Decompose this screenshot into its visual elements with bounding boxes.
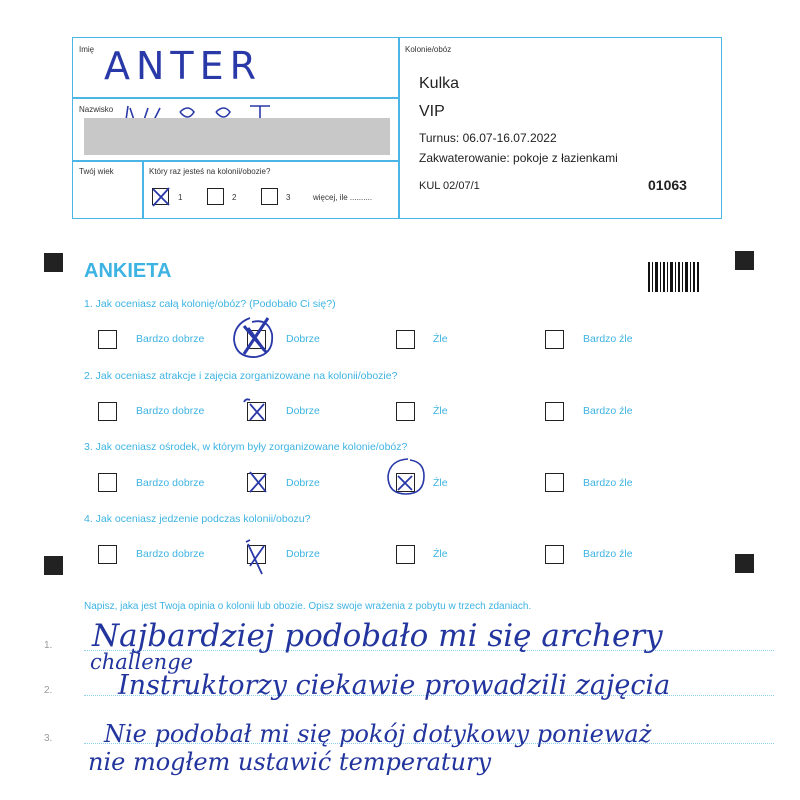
header-divider-3 (142, 160, 144, 219)
line-number-3: 3. (44, 733, 53, 744)
answer-3-text-continued[interactable]: nie mogłem ustawić temperatury (88, 748, 492, 776)
q4-bardzo-dobrze-checkbox[interactable] (98, 545, 117, 564)
wiecej-label: więcej, ile .......... (313, 193, 373, 202)
q4-zle-checkbox[interactable] (396, 545, 415, 564)
header-divider-vertical (398, 37, 400, 219)
registration-marker (44, 253, 63, 272)
q3-bardzo-zle-label: Bardzo źle (583, 477, 633, 489)
registration-marker (44, 556, 63, 575)
line-number-2: 2. (44, 685, 53, 696)
visit-option-1-label: 1 (178, 193, 183, 202)
q3-bardzo-zle-checkbox[interactable] (545, 473, 564, 492)
kolonia-name: Kulka (419, 75, 460, 92)
q1-bardzo-dobrze-label: Bardzo dobrze (136, 333, 205, 345)
kolonia-type: VIP (419, 103, 445, 120)
registration-marker (735, 554, 754, 573)
q1-zle-checkbox[interactable] (396, 330, 415, 349)
redacted-surname (84, 118, 390, 155)
q1-zle-label: Źle (433, 333, 448, 345)
header-divider-1 (72, 97, 398, 99)
q2-bardzo-dobrze-checkbox[interactable] (98, 402, 117, 421)
q2-zle-label: Źle (433, 405, 448, 417)
q4-bardzo-dobrze-label: Bardzo dobrze (136, 548, 205, 560)
kolonia-code: KUL 02/07/1 (419, 180, 480, 192)
kolonia-label: Kolonie/obóz (405, 45, 452, 54)
question-1: 1. Jak oceniasz całą kolonię/obóz? (Podobało Ci się?) (84, 298, 336, 310)
header-divider-2 (72, 160, 398, 162)
q3-bardzo-dobrze-checkbox[interactable] (98, 473, 117, 492)
line-number-1: 1. (44, 640, 53, 651)
q4-dobrze-label: Dobrze (286, 548, 320, 560)
q2-bardzo-zle-checkbox[interactable] (545, 402, 564, 421)
q1-bardzo-zle-label: Bardzo źle (583, 333, 633, 345)
q1-bardzo-dobrze-checkbox[interactable] (98, 330, 117, 349)
q3-zle-label: Źle (433, 477, 448, 489)
imie-value[interactable]: ANTER (104, 44, 263, 88)
q1-dobrze-check-mark (228, 312, 284, 362)
q4-bardzo-zle-label: Bardzo źle (583, 548, 633, 560)
wiek-label: Twój wiek (79, 167, 114, 176)
q2-zle-checkbox[interactable] (396, 402, 415, 421)
q4-zle-label: Źle (433, 548, 448, 560)
answer-1-text[interactable]: Najbardziej podobało mi się archery (92, 618, 663, 654)
opinion-prompt: Napisz, jaka jest Twoja opinia o kolonii lub obozie. Opisz swoje wrażenia z pobytu w trzech zdaniach. (84, 601, 532, 612)
question-3: 3. Jak oceniasz ośrodek, w którym były zorganizowane kolonie/obóz? (84, 441, 408, 453)
q2-dobrze-label: Dobrze (286, 405, 320, 417)
q2-bardzo-dobrze-label: Bardzo dobrze (136, 405, 205, 417)
answer-1-text-continued[interactable]: challenge (90, 650, 194, 674)
ktory-raz-label: Który raz jesteś na kolonii/obozie? (149, 167, 271, 176)
visit-option-3-label: 3 (286, 193, 291, 202)
turnus: Turnus: 06.07-16.07.2022 (419, 131, 557, 145)
visit-option-2-label: 2 (232, 193, 237, 202)
question-4: 4. Jak oceniasz jedzenie podczas kolonii/obozu? (84, 513, 311, 525)
imie-label: Imię (79, 45, 95, 54)
nazwisko-label: Nazwisko (79, 105, 114, 114)
q1-dobrze-label: Dobrze (286, 333, 320, 345)
answer-3-text[interactable]: Nie podobał mi się pokój dotykowy ponieważ (104, 720, 652, 748)
question-2: 2. Jak oceniasz atrakcje i zajęcia zorganizowane na kolonii/obozie? (84, 370, 398, 382)
survey-title: ANKIETA (84, 260, 172, 282)
registration-marker (735, 251, 754, 270)
visit-option-2-checkbox[interactable] (207, 188, 224, 205)
q3-dobrze-label: Dobrze (286, 477, 320, 489)
q3-zle-check-mark-circled (384, 456, 428, 498)
q4-bardzo-zle-checkbox[interactable] (545, 545, 564, 564)
answer-2-text[interactable]: Instruktorzy ciekawie prowadzili zajęcia (118, 670, 671, 701)
visit-option-1-check-mark (148, 184, 174, 210)
zakwaterowanie: Zakwaterowanie: pokoje z łazienkami (419, 151, 618, 165)
form-number: 01063 (648, 177, 687, 193)
q2-dobrze-check-mark (242, 396, 272, 426)
visit-option-3-checkbox[interactable] (261, 188, 278, 205)
q2-bardzo-zle-label: Bardzo źle (583, 405, 633, 417)
q3-bardzo-dobrze-label: Bardzo dobrze (136, 477, 205, 489)
q4-dobrze-check-mark (242, 538, 272, 580)
q3-dobrze-check-mark (244, 468, 272, 496)
q1-bardzo-zle-checkbox[interactable] (545, 330, 564, 349)
barcode (648, 262, 700, 292)
